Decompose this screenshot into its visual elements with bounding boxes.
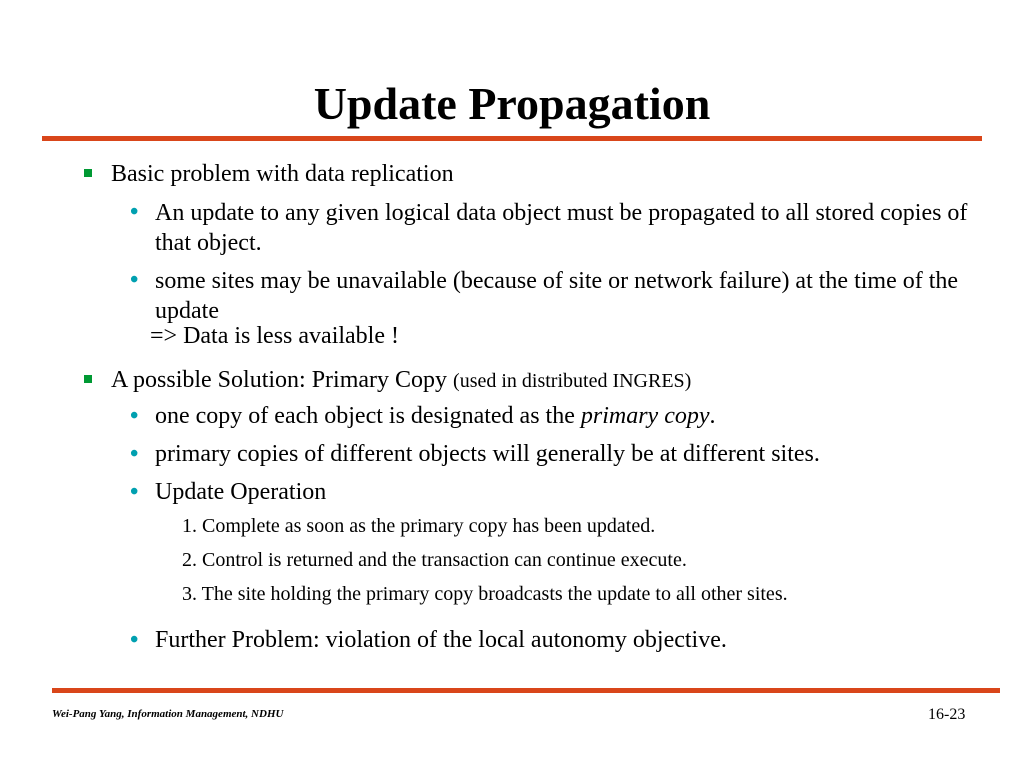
sub-bullet-text: Update Operation: [155, 479, 327, 505]
dot-bullet-icon: •: [130, 403, 139, 429]
bullet-main-text: A possible Solution: Primary Copy: [111, 367, 454, 393]
sub-bullet-text: [155, 402, 716, 430]
sub-text-pre: one copy of each object is designated as the: [155, 403, 581, 429]
title-divider: [42, 136, 982, 141]
less-available-note: => Data is less available !: [150, 323, 399, 349]
sub-bullet-text: primary copies of different objects will generally be at different sites.: [155, 441, 820, 467]
bullet-aside-text: (used in distributed INGRES): [453, 370, 692, 392]
slide-title: Update Propagation: [313, 78, 711, 129]
dot-bullet-icon: •: [130, 199, 139, 225]
update-step-2: 2. Control is returned and the transaction can continue execute.: [182, 549, 687, 571]
page-number: 16-23: [928, 706, 966, 723]
sub-bullet-text: An update to any given logical data object must be propagated to all stored copies of that object.: [155, 200, 968, 256]
square-bullet-icon: [84, 169, 92, 177]
footer-author: Wei-Pang Yang, Information Management, NDHU: [52, 708, 284, 720]
sub-text-post: .: [709, 403, 716, 429]
dot-bullet-icon: •: [130, 479, 139, 505]
square-bullet-icon: [84, 375, 92, 383]
update-step-3: 3. The site holding the primary copy broadcasts the update to all other sites.: [182, 583, 788, 605]
sub-bullet-text: some sites may be unavailable (because of site or network failure) at the time of the update: [155, 268, 959, 324]
dot-bullet-icon: •: [130, 627, 139, 653]
bullet-text: Basic problem with data replication: [111, 161, 454, 187]
footer-divider: [52, 688, 1000, 693]
bullet-text: [111, 366, 691, 395]
update-step-1: 1. Complete as soon as the primary copy has been updated.: [182, 515, 656, 537]
dot-bullet-icon: •: [130, 441, 139, 467]
sub-text-emphasis: primary copy: [580, 403, 710, 429]
sub-bullet-text: Further Problem: violation of the local autonomy objective.: [155, 627, 727, 653]
dot-bullet-icon: •: [130, 267, 139, 293]
